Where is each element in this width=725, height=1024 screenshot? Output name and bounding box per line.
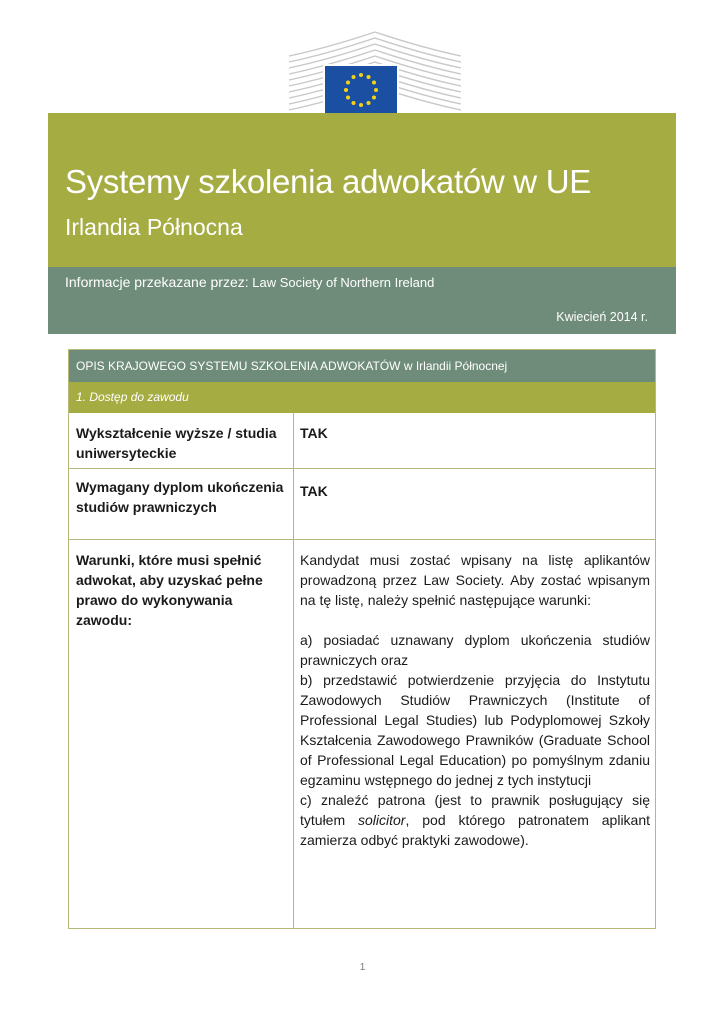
eu-flag-icon: [325, 66, 397, 114]
row-label-law-degree: Wymagany dyplom ukończenia studiów prawniczych: [76, 479, 284, 515]
document-date: Kwiecień 2014 r.: [556, 310, 648, 324]
table-heading: OPIS KRAJOWEGO SYSTEMU SZKOLENIA ADWOKATÓW w Irlandii Północnej: [69, 350, 655, 382]
page-number: 1: [359, 962, 366, 973]
condition-c: c) znaleźć patrona (jest to prawnik posługujący się tytułem solicitor, pod którego patronatem aplikant zamierza odbyć praktyki zawodowe).: [300, 792, 651, 848]
source-value: Law Society of Northern Ireland: [252, 275, 435, 290]
condition-b: b) przedstawić potwierdzenie przyjęcia do Instytutu Zawodowych Studiów Prawniczych (Institute of Professional Legal Studies) lub Podyplomowej Szkoły Kształcenia Zawodowego Prawników (Graduate School of Professional Legal Education) po pomyślnym zdaniu egzaminu wstępnego do jednej z tych instytucji: [300, 672, 650, 788]
title-band: [48, 113, 676, 267]
conditions-intro: Kandydat musi zostać wpisany na listę aplikantów prowadzoną przez Law Society. Aby zostać wpisanym na tę listę, należy spełnić następujące warunki:: [300, 552, 650, 608]
row-divider: [69, 539, 655, 540]
training-system-table: [68, 349, 656, 929]
info-band: [48, 267, 676, 334]
row-value-conditions: [300, 550, 650, 850]
condition-a: a) posiadać uznawany dyplom ukończenia studiów prawniczych oraz: [300, 632, 650, 668]
row-label-conditions: Warunki, które musi spełnić adwokat, aby uzyskać pełne prawo do wykonywania zawodu:: [76, 552, 263, 628]
row-value-law-degree: TAK: [300, 483, 328, 499]
row-value-higher-education: TAK: [300, 425, 328, 441]
row-label-higher-education: Wykształcenie wyższe / studia uniwersyteckie: [76, 425, 277, 461]
solicitor-term: solicitor: [358, 812, 406, 828]
section-heading: 1. Dostęp do zawodu: [69, 382, 655, 413]
document-subtitle: Irlandia Północna: [65, 214, 243, 240]
source-line: [65, 274, 434, 290]
source-label: Informacje przekazane przez:: [65, 274, 249, 290]
row-divider: [69, 468, 655, 469]
document-title: Systemy szkolenia adwokatów w UE: [65, 163, 591, 200]
column-divider: [293, 413, 294, 929]
